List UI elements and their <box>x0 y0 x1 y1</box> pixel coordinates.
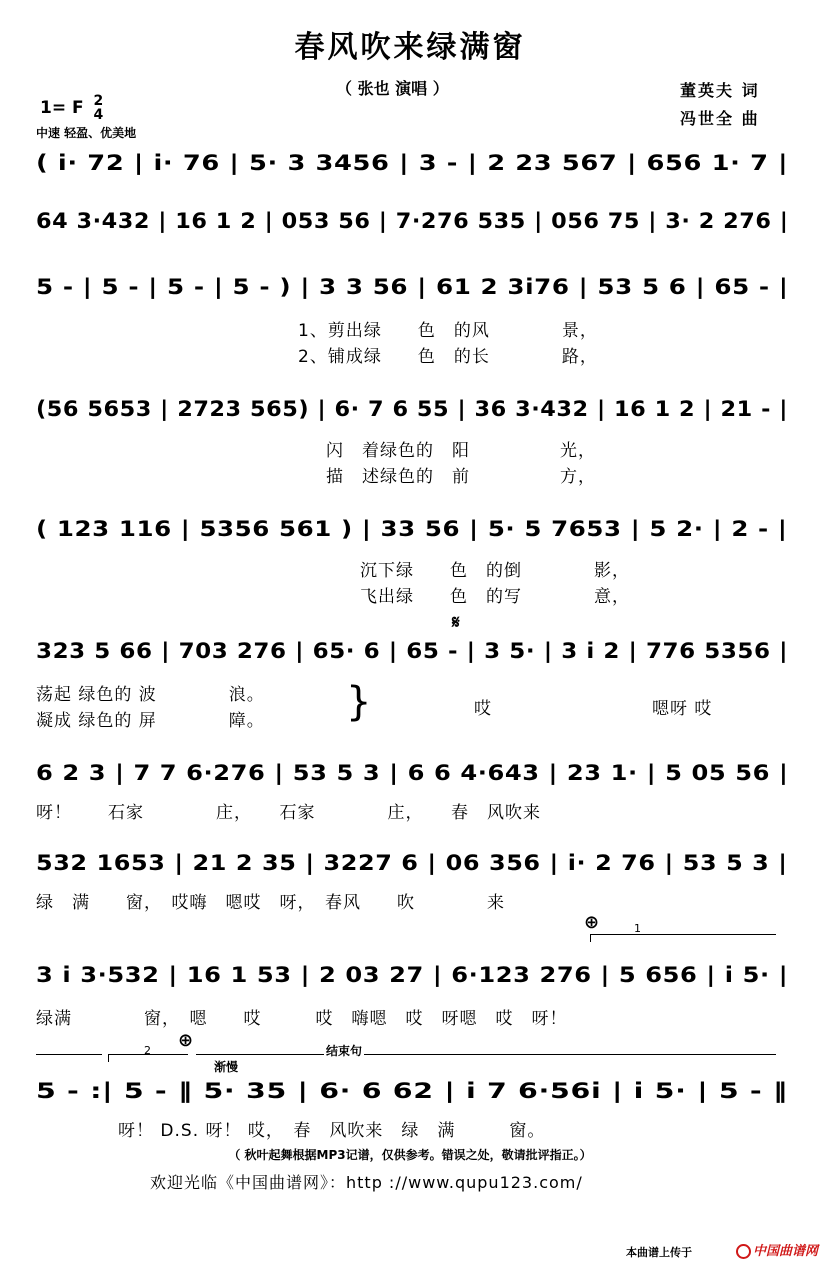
notation-line: 3 i 3·532 | 16 1 53 | 2 03 27 | 6·123 276 | 5 656 | i 5· | <box>36 963 788 987</box>
lyric-line5: 呀！ 石家 庄， 石家 庄， 春 风吹来 <box>36 803 541 823</box>
lyric-verse1-line3: 沉下绿 色 的倒 影， <box>360 561 630 581</box>
lyric-line7: 绿满 窗， 嗯 哎 哎 嗨嗯 哎 呀嗯 哎 呀！ <box>36 1009 568 1029</box>
staff-line-9 <box>36 954 788 996</box>
notation-line: 323 5 66 | 703 276 | 65· 6 | 65 - | 3 5· | 3 i 2 | 776 5356 | <box>36 639 788 663</box>
notation-line: ( 123 116 | 5356 561 ) | 33 56 | 5· 5 7653 | 5 2· | 2 - | <box>36 517 788 541</box>
singer-credit: （ 张也 演唱 ） <box>336 79 449 98</box>
site-logo <box>736 1240 818 1259</box>
staff-line-10 <box>36 1070 788 1112</box>
tempo-marking: 中速 轻盈、优美地 <box>36 126 137 140</box>
time-signature <box>94 94 104 122</box>
ending-section-line <box>196 1054 776 1055</box>
notation-line: ( i· 72 | i· 76 | 5· 3 3456 | 3 - | 2 23 567 | 656 1· 7 | <box>36 151 788 175</box>
lyric-verse2-line3: 飞出绿 色 的写 意， <box>360 587 630 607</box>
volta-2-bracket-hook <box>108 1054 109 1062</box>
time-signature-top: 2 <box>93 93 104 109</box>
uploaded-to-label: 本曲谱上传于 <box>626 1246 692 1259</box>
website-welcome: 欢迎光临《中国曲谱网》：http ://www.qupu123.com/ <box>150 1173 583 1192</box>
key-signature <box>40 94 103 122</box>
lyric-line8: 呀！ D.S. 呀！ 哎， 春 风吹来 绿 满 窗。 <box>118 1121 546 1141</box>
ritardando-marking: 渐慢 <box>214 1060 239 1074</box>
lyric-verse2-line1: 2、铺成绿 色 的长 路， <box>298 347 598 367</box>
notation-line: 5 - :| 5 - ‖ 5· 35 | 6· 6 62 | i 7 6·56i | i 5· | 5 - ‖ <box>36 1079 788 1103</box>
staff-line-4 <box>36 388 788 430</box>
lyric-interjection-ai: 哎 <box>474 699 492 719</box>
lyric-verse2-line4: 凝成 绿色的 屏 障。 <box>36 711 265 731</box>
volta-1-number: 1 <box>634 922 641 935</box>
lyric-verse1-line2: 闪 着绿色的 阳 光， <box>326 441 596 461</box>
staff-line-1 <box>36 142 788 184</box>
lyric-line6: 绿 满 窗， 哎嗨 嗯哎 呀， 春风 吹 来 <box>36 893 505 913</box>
lyricist-credit: 董英夫 词 <box>680 81 760 100</box>
segno-sign: 𝄋 <box>452 612 460 633</box>
volta-first-ending-line <box>36 1054 102 1055</box>
lyric-brace: } <box>346 679 372 725</box>
lyric-interjection-enya: 嗯呀 哎 <box>652 699 713 719</box>
volta-2-number: 2 <box>144 1044 151 1057</box>
time-signature-bottom: 4 <box>93 107 104 123</box>
staff-line-5 <box>36 508 788 550</box>
volta-1-bracket-hook <box>590 934 591 942</box>
ending-phrase-label: 结束句 <box>326 1044 363 1058</box>
key-label: 1= F <box>40 98 84 118</box>
notation-line: 5 - | 5 - | 5 - | 5 - ) | 3 3 56 | 61 2 3i76 | 53 5 6 | 65 - | <box>36 275 788 299</box>
staff-line-2 <box>36 200 788 242</box>
composer-credit: 冯世全 曲 <box>680 109 760 128</box>
song-title: 春风吹来绿满窗 <box>294 30 526 65</box>
logo-text: 中国曲谱网 <box>753 1244 819 1259</box>
coda-sign-2: ⊕ <box>178 1030 194 1051</box>
notation-line: 6 2 3 | 7 7 6·276 | 53 5 3 | 6 6 4·643 | 23 1· | 5 05 56 | <box>36 761 788 785</box>
logo-circle-icon <box>736 1244 751 1259</box>
lyric-verse1-line4: 荡起 绿色的 波 浪。 <box>36 685 265 705</box>
lyric-verse2-line2: 描 述绿色的 前 方， <box>326 467 596 487</box>
staff-line-3 <box>36 266 788 308</box>
transcription-note: （ 秋叶起舞根据MP3记谱，仅供参考。错误之处，敬请批评指正。） <box>228 1148 592 1162</box>
staff-line-8 <box>36 842 788 884</box>
notation-line: 532 1653 | 21 2 35 | 3227 6 | 06 356 | i· 2 76 | 53 5 3 | <box>36 851 788 875</box>
coda-sign-1: ⊕ <box>584 912 600 933</box>
lyric-verse1-line1: 1、剪出绿 色 的风 景， <box>298 321 598 341</box>
notation-line: 64 3·432 | 16 1 2 | 053 56 | 7·276 535 | 056 75 | 3· 2 276 | <box>36 209 788 233</box>
notation-line: (56 5653 | 2723 565) | 6· 7 6 55 | 36 3·432 | 16 1 2 | 21 - | <box>36 397 788 421</box>
volta-1-bracket <box>590 934 776 935</box>
staff-line-6 <box>36 630 788 672</box>
staff-line-7 <box>36 752 788 794</box>
